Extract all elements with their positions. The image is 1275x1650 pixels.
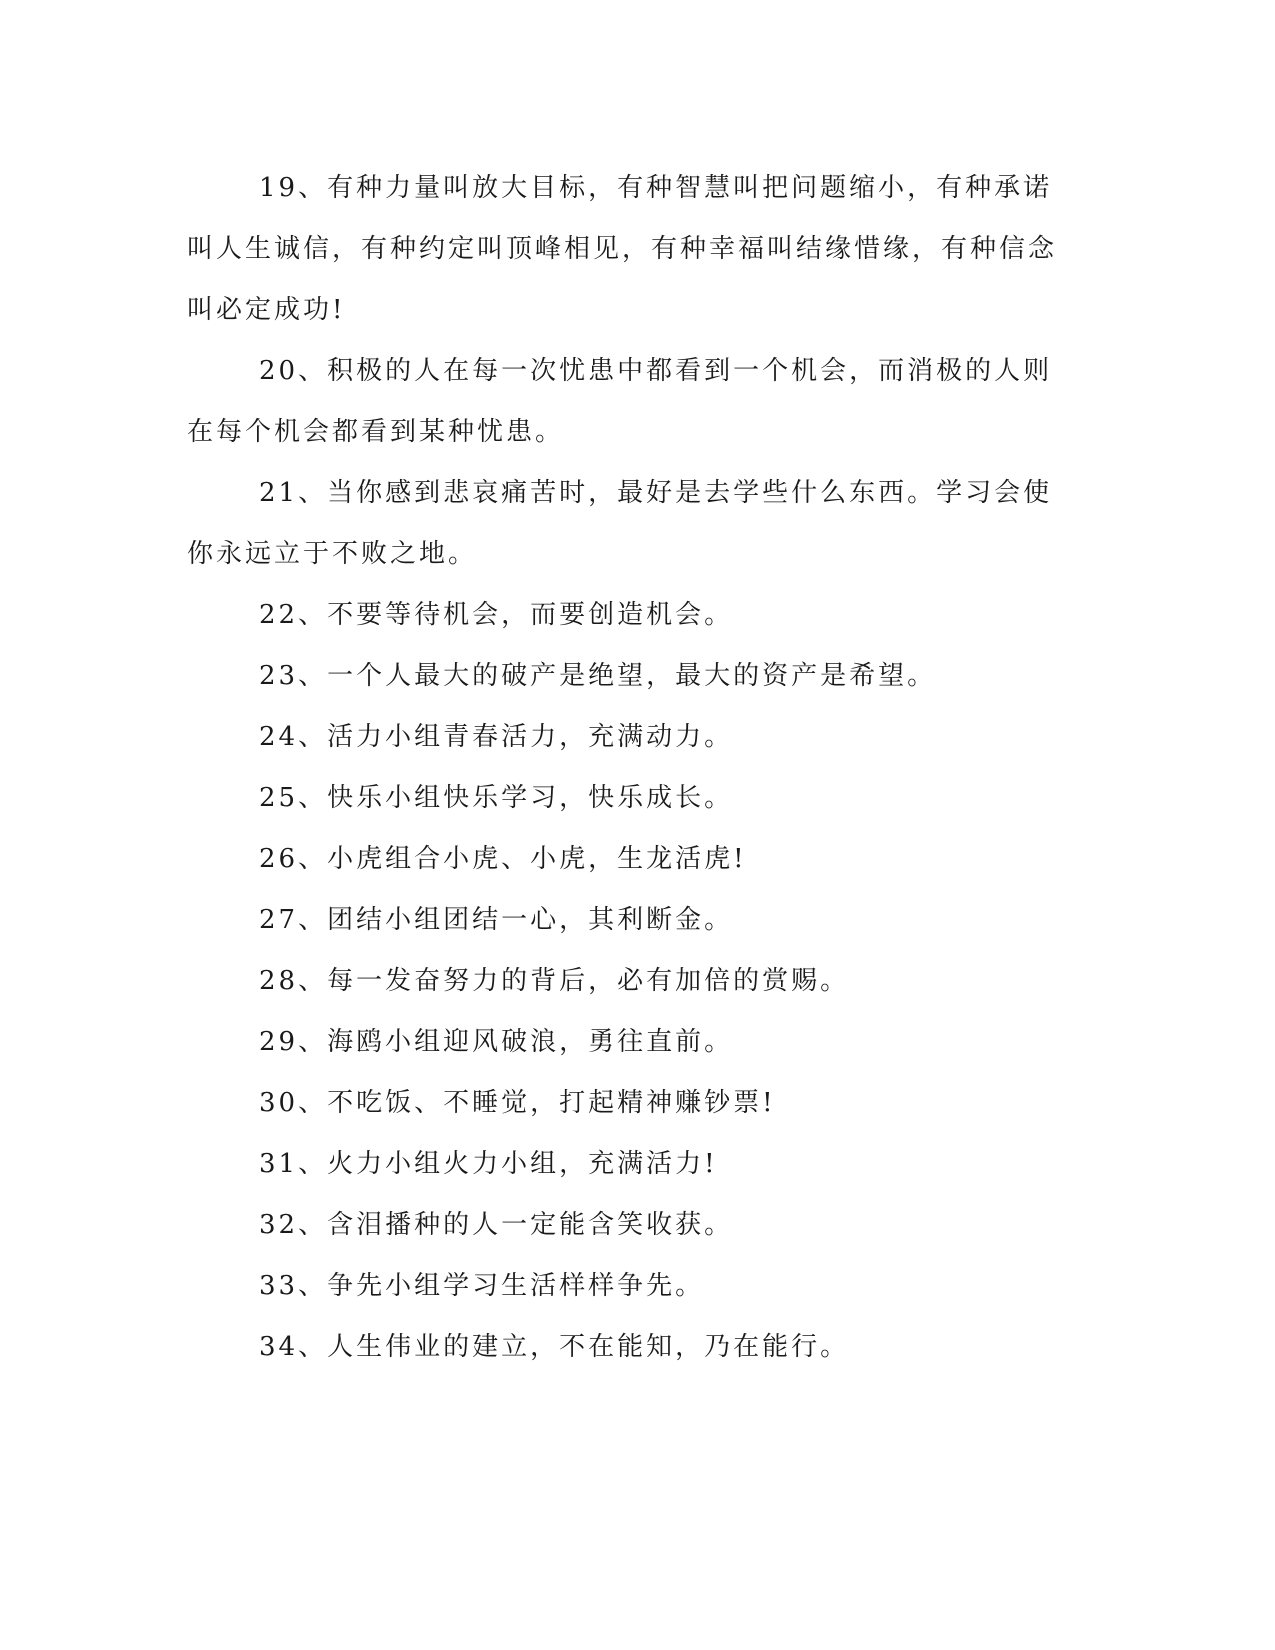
paragraph-34: 34、人生伟业的建立，不在能知，乃在能行。	[259, 1332, 850, 1362]
document-body	[187, 158, 1067, 1378]
paragraph-28: 28、每一发奋努力的背后，必有加倍的赏赐。	[259, 966, 850, 996]
paragraph-31: 31、火力小组火力小组，充满活力!	[259, 1149, 718, 1179]
paragraph-30: 30、不吃饭、不睡觉，打起精神赚钞票!	[259, 1088, 776, 1118]
paragraph-32: 32、含泪播种的人一定能含笑收获。	[259, 1210, 734, 1240]
paragraph-25: 25、快乐小组快乐学习，快乐成长。	[259, 783, 734, 813]
paragraph-23: 23、一个人最大的破产是绝望，最大的资产是希望。	[259, 661, 937, 691]
paragraph-33: 33、争先小组学习生活样样争先。	[259, 1271, 705, 1301]
paragraph-20: 20、积极的人在每一次忧患中都看到一个机会，而消极的人则在每个机会都看到某种忧患。	[187, 356, 1053, 447]
paragraph-29: 29、海鸥小组迎风破浪，勇往直前。	[259, 1027, 734, 1057]
paragraph-19: 19、有种力量叫放大目标，有种智慧叫把问题缩小，有种承诺叫人生诚信，有种约定叫顶峰相见，有种幸福叫结缘惜缘，有种信念叫必定成功!	[187, 173, 1058, 325]
paragraph-27: 27、团结小组团结一心，其利断金。	[259, 905, 734, 935]
paragraph-21: 21、当你感到悲哀痛苦时，最好是去学些什么东西。学习会使你永远立于不败之地。	[187, 478, 1053, 569]
paragraph-26: 26、小虎组合小虎、小虎，生龙活虎!	[259, 844, 747, 874]
paragraph-22: 22、不要等待机会，而要创造机会。	[259, 600, 734, 630]
paragraph-24: 24、活力小组青春活力，充满动力。	[259, 722, 734, 752]
